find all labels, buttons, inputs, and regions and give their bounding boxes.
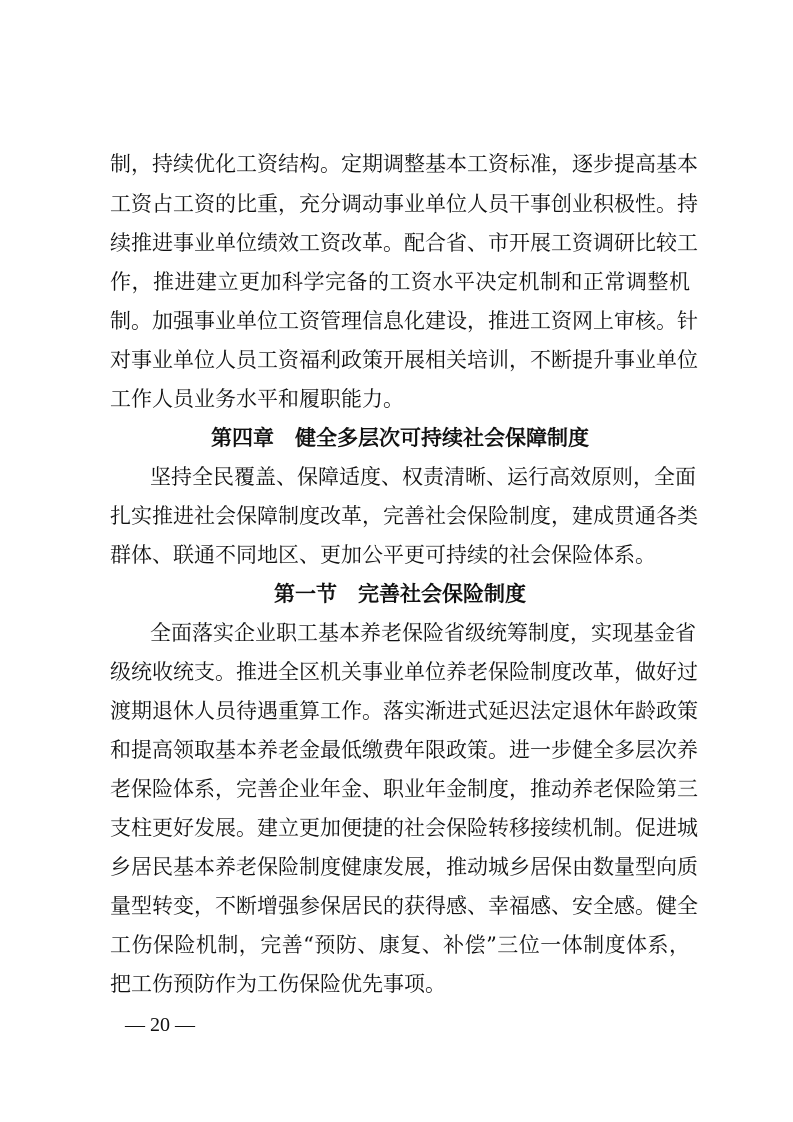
- page-number: — 20 —: [125, 1014, 195, 1036]
- chapter-heading: 第四章 健全多层次可持续社会保障制度: [211, 426, 589, 450]
- paragraph-1-line-2: 工资占工资的比重，充分调动事业单位人员干事创业积极性。持: [110, 192, 698, 216]
- paragraph-1-line-6: 对事业单位人员工资福利政策开展相关培训，不断提升事业单位: [110, 348, 698, 372]
- paragraph-2-line-2: 扎实推进社会保障制度改革，完善社会保险制度，建成贯通各类: [110, 504, 698, 528]
- paragraph-3-line-7: 乡居民基本养老保险制度健康发展，推动城乡居保由数量型向质: [110, 855, 698, 879]
- paragraph-2-line-3: 群体、联通不同地区、更加公平更可持续的社会保险体系。: [110, 543, 656, 567]
- paragraph-1-line-5: 制。加强事业单位工资管理信息化建设，推进工资网上审核。针: [110, 309, 698, 333]
- paragraph-3-line-5: 老保险体系，完善企业年金、职业年金制度，推动养老保险第三: [110, 777, 698, 801]
- paragraph-1-line-4: 作，推进建立更加科学完备的工资水平决定机制和正常调整机: [110, 270, 690, 294]
- paragraph-3-line-2: 级统收统支。推进全区机关事业单位养老保险制度改革，做好过: [110, 660, 698, 684]
- paragraph-1-line-1: 制，持续优化工资结构。定期调整基本工资标准，逐步提高基本: [110, 152, 698, 176]
- section-heading: 第一节 完善社会保险制度: [274, 582, 526, 606]
- paragraph-3-line-6: 支柱更好发展。建立更加便捷的社会保险转移接续机制。促进城: [110, 816, 698, 840]
- paragraph-1-line-3: 续推进事业单位绩效工资改革。配合省、市开展工资调研比较工: [110, 231, 698, 255]
- paragraph-3-line-10: 把工伤预防作为工伤保险优先事项。: [110, 972, 446, 996]
- paragraph-3-line-8: 量型转变，不断增强参保居民的获得感、幸福感、安全感。健全: [110, 894, 698, 918]
- paragraph-3-line-9: 工伤保险机制，完善“预防、康复、补偿”三位一体制度体系，: [110, 933, 690, 957]
- paragraph-1-line-7: 工作人员业务水平和履职能力。: [110, 387, 404, 411]
- paragraph-3-line-4: 和提高领取基本养老金最低缴费年限政策。进一步健全多层次养: [110, 738, 698, 762]
- paragraph-3-line-3: 渡期退休人员待遇重算工作。落实渐进式延迟法定退休年龄政策: [110, 699, 698, 723]
- paragraph-3-line-1: 全面落实企业职工基本养老保险省级统筹制度，实现基金省: [150, 621, 696, 645]
- paragraph-2-line-1: 坚持全民覆盖、保障适度、权责清晰、运行高效原则，全面: [150, 465, 696, 489]
